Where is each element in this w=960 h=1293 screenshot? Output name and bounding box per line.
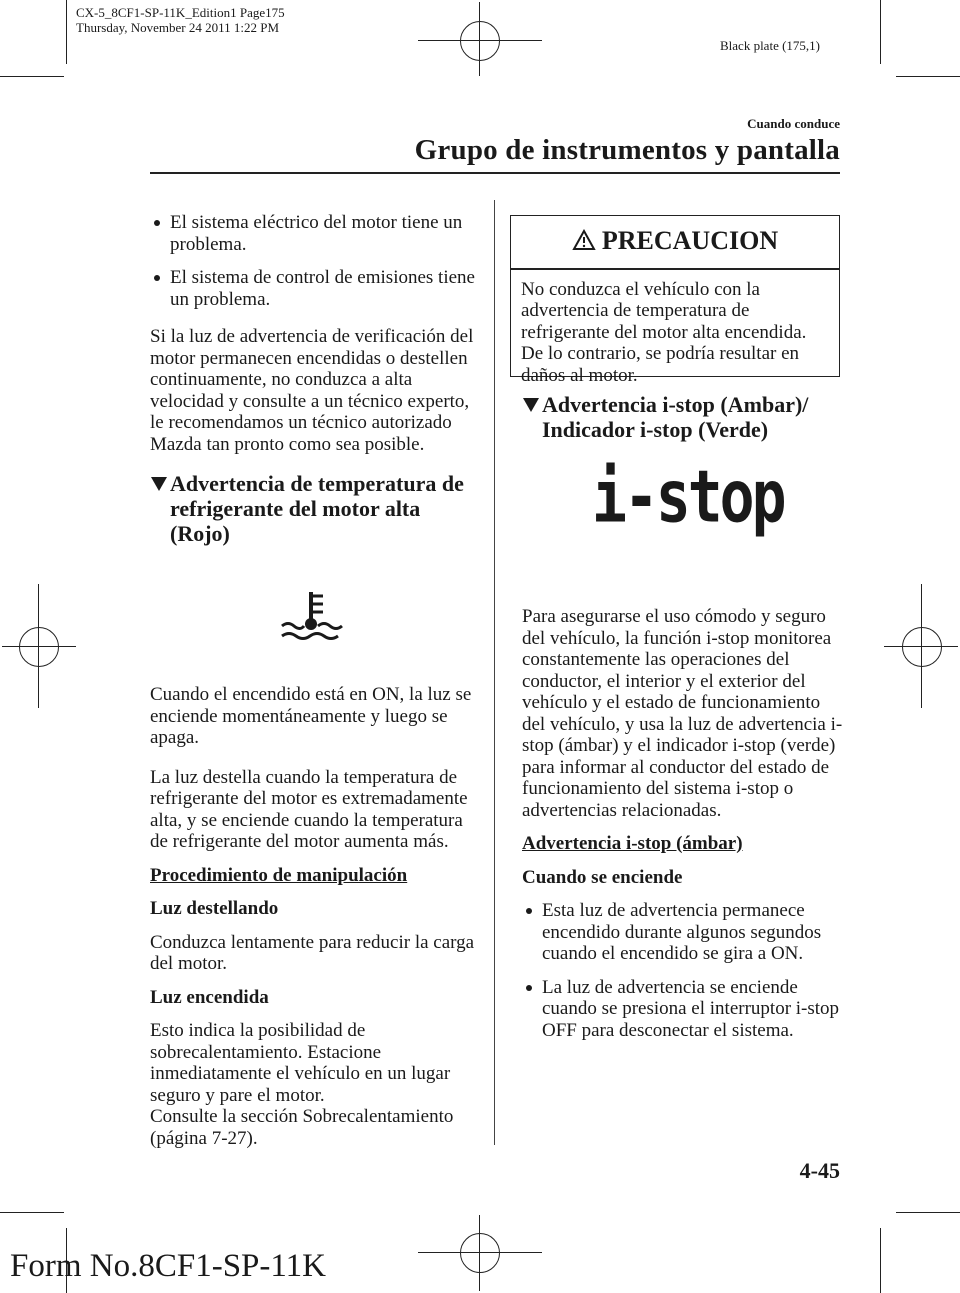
heading-coolant-temp: Advertencia de temperatura de refrigerante del motor alta (Rojo) (150, 471, 480, 546)
bullet-icon (154, 220, 160, 226)
section-label: Cuando conduce (747, 116, 840, 131)
section-title: Grupo de instrumentos y pantalla (414, 134, 840, 166)
right-column (522, 392, 844, 1053)
page-number: 4-45 (799, 1158, 840, 1183)
list-item: Esta luz de advertencia permanece encendido durante algunos segundos cuando el encendido se gira a ON. (522, 900, 844, 965)
istop-logo: i-stop (592, 454, 784, 539)
bullet-icon (526, 985, 532, 991)
print-date-line: Thursday, November 24 2011 1:22 PM (76, 20, 280, 35)
procedure-title: Procedimiento de manipulación (150, 864, 408, 886)
triangle-marker-icon (151, 477, 167, 491)
left-column (150, 212, 480, 1161)
coolant-temperature-icon (150, 546, 480, 676)
crop-mark (896, 1212, 960, 1213)
paragraph-istop: Para asegurarse el uso cómodo y seguro del vehículo, la función i-stop monitorea constantemente las operaciones del conductor, el interior y el exterior del vehículo y el estado de funcionamiento del vehículo, y usa la luz de advertencia i-stop (ámbar) y el indicador i-stop (verde) para informar al conductor del estado de funcionamiento del sistema i-stop o advertencias relacionadas. (522, 606, 843, 821)
crop-mark (66, 0, 67, 64)
crop-mark (880, 0, 881, 64)
on-text: Esto indica la posibilidad de sobrecalentamiento. Estacione inmediatamente el vehículo en un lugar seguro y pare el motor. (150, 1020, 451, 1106)
caution-title: PRECAUCION (511, 226, 839, 256)
bullet-icon (154, 275, 160, 281)
crop-mark (0, 76, 64, 77)
print-file-line: CX-5_8CF1-SP-11K_Edition1 Page175 (76, 5, 285, 20)
flash-text: Conduzca lentamente para reducir la carga del motor. (150, 931, 475, 974)
registration-mark (460, 21, 500, 61)
paragraph-check-engine: Si la luz de advertencia de verificación del motor permanecen encendidas o destellen continuamente, no conduzca a alta velocidad y consulte a un técnico experto, le recomendamos un técnico autorizado Mazda tan pronto como sea posible. (150, 326, 474, 455)
on-reference: Consulte la sección Sobrecalentamiento (página 7-27). (150, 1106, 454, 1149)
paragraph-flash-condition: La luz destella cuando la temperatura de refrigerante del motor es extremadamente alta, y se enciende cuando la temperatura de refrigerante del motor aumenta más. (150, 766, 468, 852)
bullet-icon (526, 908, 532, 914)
paragraph-ignition-on: Cuando el encendido está en ON, la luz se enciende momentáneamente y luego se apaga. (150, 684, 472, 748)
crop-mark (880, 1228, 881, 1293)
when-on-title: Cuando se enciende (522, 866, 683, 888)
registration-mark (19, 627, 59, 667)
list-item: El sistema eléctrico del motor tiene un problema. (150, 212, 480, 255)
flash-title: Luz destellando (150, 898, 279, 919)
registration-mark (460, 1233, 500, 1273)
crop-mark (896, 76, 960, 77)
heading-istop: Advertencia i-stop (Ambar)/ Indicador i-stop (Verde) (522, 392, 844, 442)
registration-mark (902, 627, 942, 667)
list-item: El sistema de control de emisiones tiene un problema. (150, 267, 480, 310)
warning-icon (572, 229, 596, 251)
header-rule (150, 172, 840, 174)
print-plate: Black plate (175,1) (720, 38, 820, 53)
caution-text: No conduzca el vehículo con la advertencia de temperatura de refrigerante del motor alta encendida. De lo contrario, se podría resultar en daños al motor. (521, 278, 807, 386)
form-number: Form No.8CF1-SP-11K (10, 1248, 326, 1284)
crop-mark (0, 1212, 64, 1213)
amber-warning-title: Advertencia i-stop (ámbar) (522, 833, 743, 854)
on-title: Luz encendida (150, 986, 269, 1008)
column-divider (494, 200, 495, 1145)
triangle-marker-icon (523, 398, 539, 412)
list-item: La luz de advertencia se enciende cuando se presiona el interruptor i-stop OFF para desconectar el sistema. (522, 977, 844, 1042)
caution-box (510, 215, 840, 386)
